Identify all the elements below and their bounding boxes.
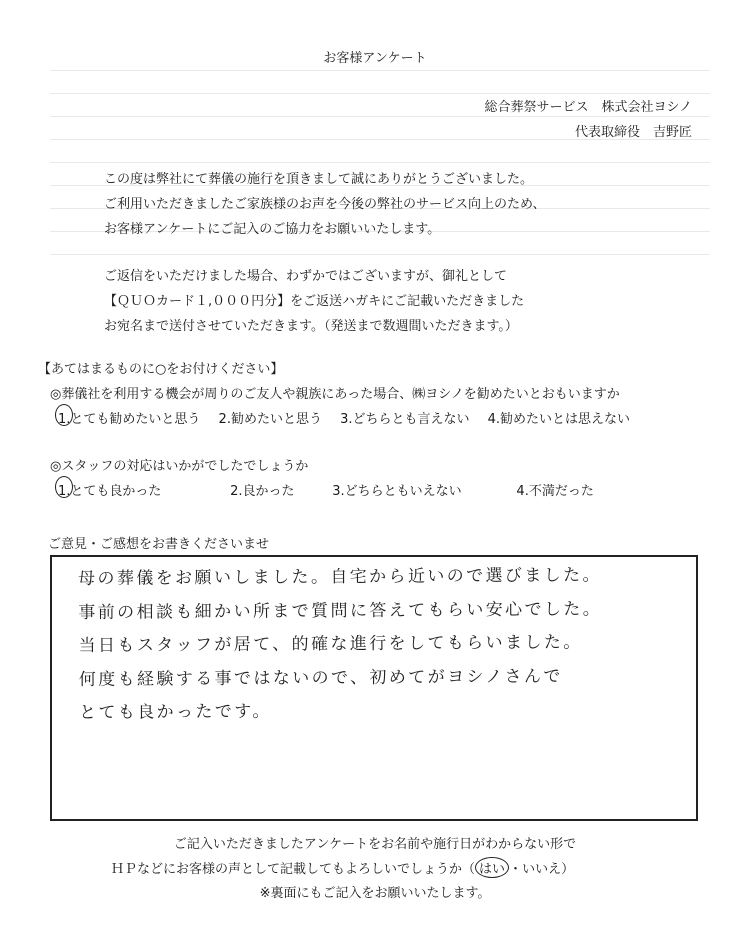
- handwritten-comment: [78, 559, 603, 730]
- q1-option-4[interactable]: 4.勧めたいとは思えない: [487, 412, 631, 427]
- comments-label: ご意見・ご感想をお書きくださいませ: [48, 537, 270, 552]
- handwritten-line: 当日もスタッフが居て、的確な進行をしてもらいました。: [78, 632, 583, 656]
- q2-option-1[interactable]: 1.とても良かった: [58, 484, 162, 499]
- q2-option-2[interactable]: 2.良かった: [230, 484, 295, 499]
- question-1: ◎葬儀社を利用する機会が周りのご友人や親族にあった場合、㈱ヨシノを勧めたいとおもいますか: [50, 387, 620, 402]
- question-2-options: [58, 480, 594, 499]
- handwritten-line: 事前の相談も細かい所まで質問に答えてもらい安心でした。: [78, 598, 603, 623]
- intro-paragraph: [104, 167, 545, 242]
- handwritten-line: 母の葬儀をお願いしました。自宅から近いので選びました。: [78, 565, 602, 589]
- publication-consent-line-2: [111, 857, 574, 878]
- representative-name: 代表取締役 吉野匠: [574, 125, 692, 140]
- company-name: 総合葬祭サービス 株式会社ヨシノ: [484, 100, 692, 115]
- q1-option-1[interactable]: 1.とても勧めたいと思う: [58, 412, 201, 427]
- q2-option-4[interactable]: 4.不満だった: [516, 484, 594, 499]
- reply-line: ご返信をいただけました場合、わずかではございますが、御礼として: [104, 269, 508, 284]
- q2-option-3[interactable]: 3.どちらともいえない: [332, 484, 462, 499]
- handwritten-line: とても良かったです。: [78, 701, 272, 723]
- intro-line: お客様アンケートにご記入のご協力をお願いいたします。: [104, 222, 441, 237]
- q1-option-2[interactable]: 2.勧めたいと思う: [218, 412, 322, 427]
- q1-selected-circle: [55, 404, 73, 426]
- consent-yes-option[interactable]: はい: [475, 857, 509, 878]
- reply-paragraph: [104, 264, 524, 339]
- question-2: ◎スタッフの対応はいかがでしたでしょうか: [50, 459, 309, 474]
- reverse-side-note: ※裏面にもご記入をお願いいたします。: [259, 886, 491, 901]
- q1-option-3[interactable]: 3.どちらとも言えない: [340, 412, 470, 427]
- reply-line: 【ＱＵＯカード１,０００円分】をご返送ハガキにご記載いただきました: [104, 294, 525, 309]
- form-title: お客様アンケート: [323, 51, 427, 66]
- reply-line: お宛名まで送付させていただきます。（発送まで数週間いただきます。）: [104, 319, 518, 334]
- consent-question: ＨＰなどにお客様の声として記載してもよろしいでしょうか: [111, 862, 463, 877]
- consent-paren-close: ）: [561, 862, 575, 877]
- intro-line: ご利用いただきましたご家族様のお声を今後の弊社のサービス向上のため、: [104, 197, 546, 212]
- q2-selected-circle: [55, 476, 73, 498]
- intro-line: この度は弊社にて葬儀の施行を頂きまして誠にありがとうございました。: [104, 172, 534, 187]
- section-instruction: 【あてはまるものに○をお付けください】: [38, 362, 284, 377]
- consent-no-option[interactable]: いいえ: [522, 862, 562, 877]
- publication-consent-line-1: ご記入いただきましたアンケートをお名前や施行日がわからない形で: [173, 837, 577, 852]
- handwritten-line: 何度も経験する事ではないので、初めてがヨシノさんで: [78, 666, 563, 690]
- consent-paren-open: （: [462, 862, 476, 877]
- consent-separator: ・: [509, 862, 523, 877]
- question-1-options: [58, 408, 644, 427]
